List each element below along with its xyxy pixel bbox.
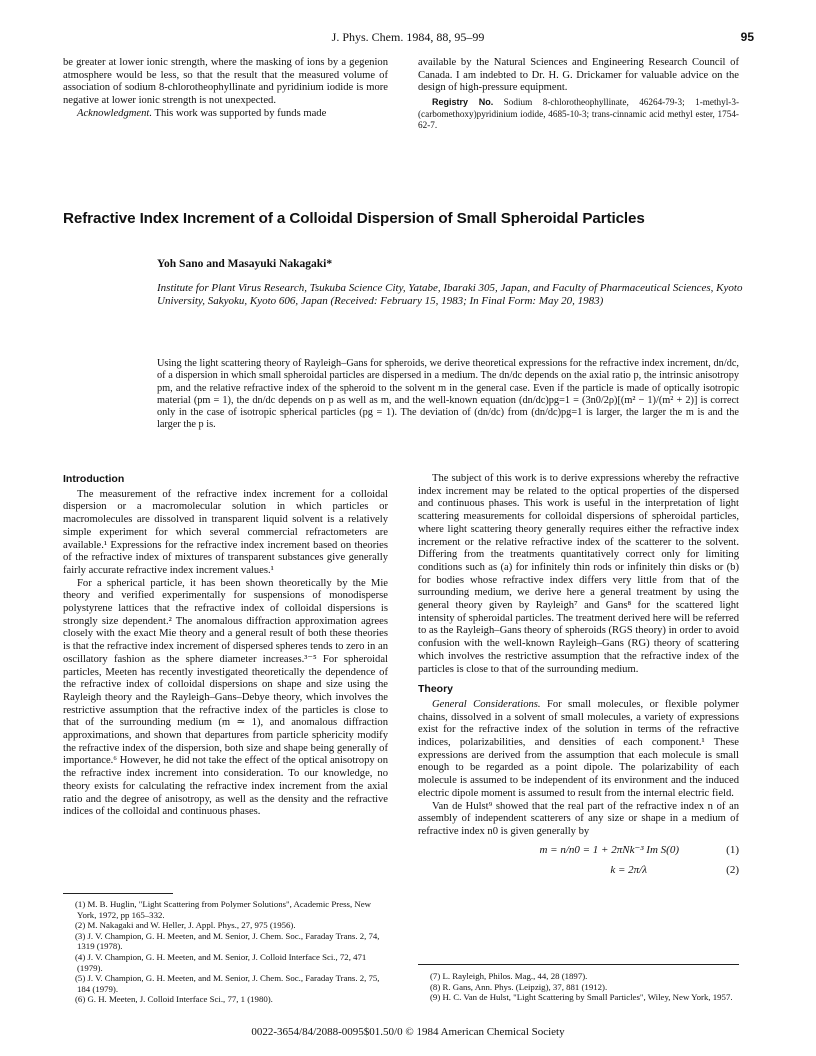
previous-article-paragraph: be greater at lower ionic strength, where the masking of ions by a gegenion atmosphere would be less, so that the result that the measured volume of association of sodium 8-chlorotheophyllinate and pyridinium iodide is more negative at lower ionic strength is not unexpected.	[63, 57, 388, 107]
general-considerations-label: General Considerations.	[432, 698, 541, 710]
registry-text: Sodium 8-chlorotheophyllinate, 46264-79-3; 1-methyl-3-(carbomethoxy)pyridinium iodide, 4685-10-3; trans-cinnamic acid methyl ester, 1754-62-7.	[418, 97, 740, 130]
footnote-item: (9) H. C. Van de Hulst, "Light Scattering by Small Particles", Wiley, New York, 1957.	[430, 992, 733, 1003]
footnote-item: (8) R. Gans, Ann. Phys. (Leipzig), 37, 881 (1912).	[430, 981, 608, 992]
acknowledgment	[63, 108, 388, 121]
main-left-column	[63, 473, 388, 819]
equation-2	[418, 864, 739, 880]
previous-article-right-column	[418, 57, 739, 131]
acknowledgment-label: Acknowledgment.	[77, 107, 153, 119]
journal-citation: J. Phys. Chem. 1984, 88, 95–99	[331, 30, 485, 44]
section-heading-introduction: Introduction	[63, 473, 125, 485]
acknowledgment-continuation: available by the Natural Sciences and Engineering Research Council of Canada. I am indebted to Dr. H. G. Drickamer for valuable advice on the design of high-pressure equipment.	[418, 57, 739, 94]
footnote-item: (7) L. Rayleigh, Philos. Mag., 44, 28 (1897).	[430, 971, 588, 981]
footnote-item: (6) G. H. Meeten, J. Colloid Interface Sci., 77, 1 (1980).	[75, 994, 273, 1005]
footnote-item: (2) M. Nakagaki and W. Heller, J. Appl. Phys., 27, 975 (1956).	[75, 920, 296, 931]
equation-1-number: (1)	[726, 843, 739, 856]
footnote-rule-right	[418, 964, 739, 965]
registry-label: Registry No.	[432, 97, 494, 108]
intro-paragraph-1: The measurement of the refractive index increment for a colloidal dispersion or a macromolecular solution in which particles or macromolecules are dissolved in transparent liquid solvent is a relatively simple experiment for which several commercial refractometers are available.¹ Expressions for the refractive index increment based on theories of the refractive index of mixtures of transparent substances give generally fairly accurate refractive index increment values.¹	[63, 488, 388, 576]
article-authors: Yoh Sano and Masayuki Nakagaki*	[157, 258, 333, 270]
intro-paragraph-2: For a spherical particle, it has been shown theoretically by the Mie theory and verified experimentally for suspensions of monodisperse polystyrene lattices that the refractive index of colloidal dispersions is strongly size dependent.² The anomalous diffraction approximation agrees closely with the exact Mie theory and a general result of both these theories is that the refractive index increment of dispersed spheres tends to zero in an oscillatory fashion as the sphere diameter increases.³⁻⁵ For spheroidal particles, Meeten has recently investigated theoretically the dependence of the refractive index of colloidal dispersions on shape and size using the Rayleigh theory and the Rayleigh–Gans–Debye theory, which involves the restrictive assumption that the refractive index of the particles is close to that of the surrounding medium (m ≃ 1), and anomalous diffraction approximations, and shown that departures from particle sphericity modify the refractive index of the dispersion, both size and shape being generally of importance.⁶ However, he did not take the effect of the optical anisotropy on the refractive index increment into consideration. To our knowledge, no theory exists for calculating the refractive index increment from the axial ratio and the degree of anisotropy, as well as the density and the refractive indices of the colloidal and continuous phases.	[63, 577, 388, 818]
van-de-hulst-paragraph: Van de Hulst⁹ showed that the real part of the refractive index n of an assembly of independent scatterers of any size or shape in a medium of refractive index n0 is given generally by	[418, 800, 739, 837]
footnote-item: (3) J. V. Champion, G. H. Meeten, and M. Senior, J. Chem. Soc., Faraday Trans. 2, 74, 1319 (1978).	[75, 930, 380, 952]
equation-1-body: m = n/n0 = 1 + 2πNk⁻³ Im S(0)	[539, 843, 679, 856]
footnotes-right	[418, 971, 739, 1003]
copyright-line: 0022-3654/84/2088-0095$01.50/0 © 1984 American Chemical Society	[251, 1026, 565, 1038]
footnote-item: (1) M. B. Huglin, "Light Scattering from Polymer Solutions", Academic Press, New York, 1972, pp 165–332.	[75, 899, 371, 920]
footnote-rule-left	[63, 893, 173, 894]
equation-1	[418, 844, 739, 860]
page-number: 95	[740, 30, 754, 44]
equation-2-number: (2)	[726, 863, 739, 876]
main-right-column	[418, 473, 739, 880]
registry-numbers	[418, 97, 739, 131]
equation-2-body: k = 2π/λ	[610, 863, 647, 876]
abstract: Using the light scattering theory of Rayleigh–Gans for spheroids, we derive theoretical expressions for the refractive index increment, dn/dc, of a dispersion in which small spheroidal particles are dispersed in a medium. The dn/dc depends on the axial ratio p, the intrinsic anisotropy pm, and the relative refractive index of the spheroid to the solvent m in the general case. Even if the particle is made of optically isotropic material (pm = 1), the dn/dc depends on p as well as m, and the well-known equation (dn/dc)pg=1 = (3n0/2ρ)[(m² − 1)/(m² + 2)] is correct only in the case of isotropic spherical particles (pg = 1). The deviation of (dn/dc) from (dn/dc)pg=1 is larger, the larger the m is and the larger the p is.	[157, 358, 739, 431]
author-affiliation: Institute for Plant Virus Research, Tsukuba Science City, Yatabe, Ibaraki 305, Japan, and Faculty of Pharmaceutical Sciences, Kyoto University, Sakyoku, Kyoto 606, Japan (Received: February 15, 1983; In Final Form: May 20, 1983)	[157, 282, 743, 308]
section-heading-theory: Theory	[418, 683, 454, 696]
footnote-item: (5) J. V. Champion, G. H. Meeten, and M. Senior, J. Chem. Soc., Faraday Trans. 2, 75, 184 (1979).	[75, 973, 380, 994]
footnotes-left	[63, 899, 388, 1005]
acknowledgment-text: This work was supported by funds made	[152, 107, 327, 119]
general-considerations-paragraph	[418, 699, 739, 801]
previous-article-left-column	[63, 57, 388, 121]
general-considerations-text: For small molecules, or flexible polymer chains, dissolved in a solvent of small molecules, a variety of expressions exist for the refractive index of the solution in terms of the refractive indices, polarizabilities, and densities of each component.¹ These expressions are derived from the assumption that each molecule is small enough to be regarded as a point dipole. The polarizability of each molecule is assumed to be independent of its environment and the induced electric dipole moment is assumed to result from the internal electric field.	[418, 698, 739, 799]
article-title: Refractive Index Increment of a Colloidal Dispersion of Small Spheroidal Particles	[63, 210, 645, 227]
footnote-item: (4) J. V. Champion, G. H. Meeten, and M. Senior, J. Colloid Interface Sci., 72, 471 (1979).	[75, 951, 367, 973]
subject-paragraph: The subject of this work is to derive expressions whereby the refractive index increment may be related to the optical properties of the dispersed and continuous phases. This work is useful in the interpretation of light scattering measurements for colloidal dispersions of spheroidal particles, where light scattering theory generally requires either the refractive index increment or the relative refractive index of the scatterer to the solvent. Differing from the treatments quantitatively correct only for limiting conditions such as (a) for infinitely thin rods or infinitely thin disks or (b) for bodies whose refractive index differs very little from that of the surrounding medium, we derive here a general treatment by using the general theory given by Rayleigh⁷ and Gans⁸ for the scattered light intensity of spheroidal particles. The treatment derived here will be referred to as the Rayleigh–Gans theory of spheroids (RGS theory) in order to avoid confusion with the well-known Rayleigh–Gans (RG) theory of scattering which involves the restrictive assumption that the refractive index of the particles is close to that of the surrounding medium.	[418, 473, 739, 675]
